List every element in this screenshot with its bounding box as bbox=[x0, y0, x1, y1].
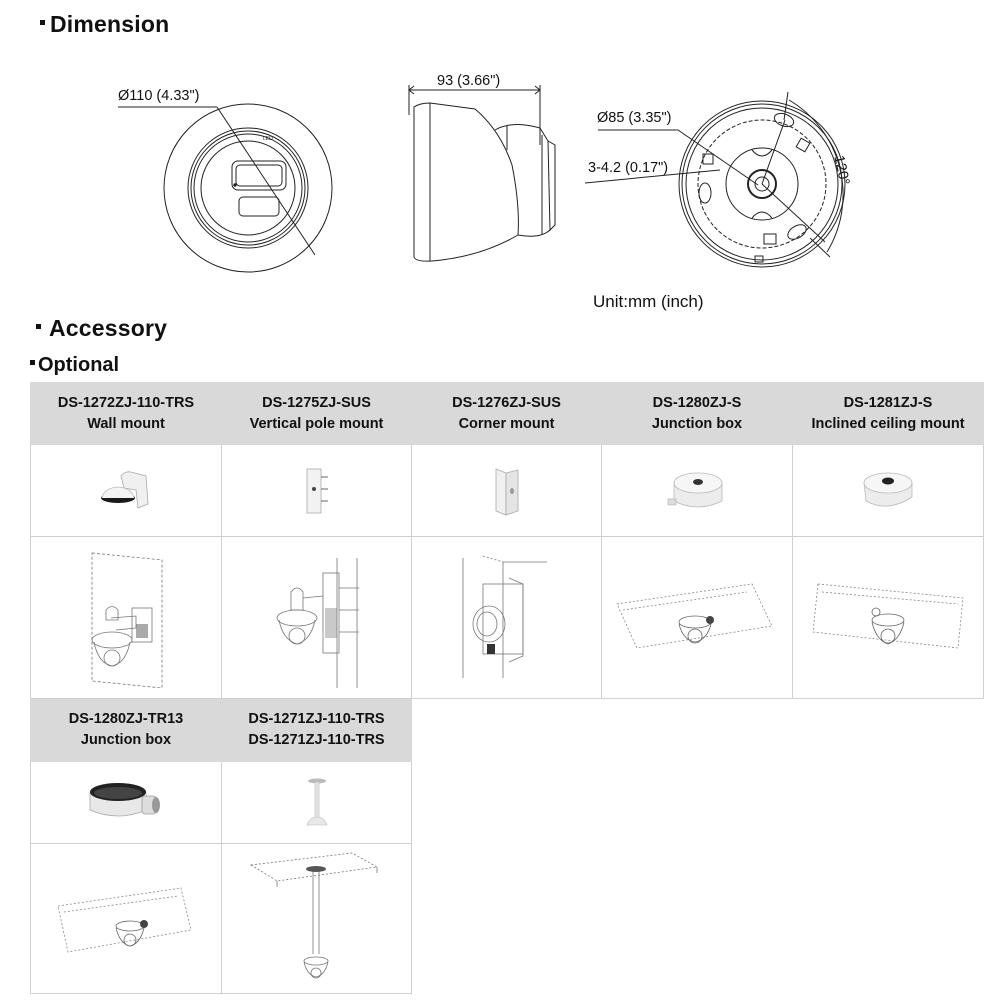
dimension-title: Dimension bbox=[50, 11, 170, 37]
inclined-ceiling-mount-product-image-icon bbox=[860, 467, 916, 515]
accessory-name: Junction box bbox=[80, 732, 172, 748]
installation-diagram-cell bbox=[793, 537, 984, 699]
accessory-header-cell bbox=[31, 699, 222, 762]
junction-box-tr13-product-image-icon bbox=[84, 778, 168, 828]
installation-diagram-cell bbox=[222, 537, 412, 699]
side-depth-label: 93 (3.66") bbox=[437, 73, 501, 89]
corner-mount-installation-diagram-icon bbox=[457, 548, 557, 688]
wall-mount-product-image-icon bbox=[96, 468, 156, 513]
accessory-table bbox=[30, 382, 984, 994]
product-image-cell bbox=[31, 445, 222, 537]
accessory-header-cell bbox=[602, 383, 793, 445]
bullet-icon bbox=[36, 324, 41, 329]
accessory-name: DS-1271ZJ-110-TRS bbox=[248, 732, 385, 748]
camera-side-view-drawing-icon bbox=[400, 85, 570, 275]
bullet-icon bbox=[40, 20, 45, 25]
accessory-name: Wall mount bbox=[87, 415, 165, 432]
accessory-header-cell bbox=[793, 383, 984, 445]
corner-mount-product-image-icon bbox=[492, 465, 522, 517]
front-diameter-label: Ø110 (4.33") bbox=[118, 88, 200, 104]
accessory-model: DS-1275ZJ-SUS bbox=[262, 394, 371, 411]
pendant-mount-product-image-icon bbox=[302, 777, 332, 829]
junction-box-tr13-installation-diagram-icon bbox=[46, 854, 206, 984]
accessory-model: DS-1271ZJ-110-TRS bbox=[248, 711, 385, 727]
installation-diagram-cell bbox=[412, 537, 602, 699]
accessory-header-cell bbox=[31, 383, 222, 445]
accessory-header-cell bbox=[222, 699, 412, 762]
installation-diagram-cell bbox=[31, 537, 222, 699]
installation-diagram-cell bbox=[222, 844, 412, 994]
junction-box-product-image-icon bbox=[666, 467, 728, 515]
pendant-mount-installation-diagram-icon bbox=[237, 849, 397, 989]
empty-cell bbox=[412, 699, 984, 762]
accessory-name: Inclined ceiling mount bbox=[811, 415, 965, 432]
optional-title: Optional bbox=[38, 354, 120, 376]
section-title-dimension bbox=[40, 11, 169, 38]
product-image-cell bbox=[31, 762, 222, 844]
accessory-name: Corner mount bbox=[458, 415, 555, 432]
junction-box-installation-diagram-icon bbox=[607, 548, 787, 688]
accessory-header-cell bbox=[412, 383, 602, 445]
hole-angle-label: 120° bbox=[830, 154, 853, 187]
empty-cell bbox=[412, 844, 984, 994]
installation-diagram-cell bbox=[602, 537, 793, 699]
bullet-icon bbox=[30, 360, 35, 365]
camera-front-view-drawing-icon bbox=[110, 90, 350, 310]
unit-label: Unit:mm (inch) bbox=[593, 292, 704, 311]
mounting-hole-label: 3-4.2 (0.17") bbox=[588, 160, 669, 176]
product-image-cell bbox=[222, 762, 412, 844]
svg-text:LED: LED bbox=[263, 136, 273, 142]
section-title-accessory bbox=[36, 315, 167, 342]
product-image-cell bbox=[793, 445, 984, 537]
accessory-model: DS-1272ZJ-110-TRS bbox=[57, 394, 195, 411]
accessory-model: DS-1280ZJ-TR13 bbox=[68, 711, 184, 727]
installation-diagram-cell bbox=[31, 844, 222, 994]
accessory-model: DS-1276ZJ-SUS bbox=[452, 394, 561, 411]
inclined-ceiling-mount-installation-diagram-icon bbox=[798, 548, 978, 688]
accessory-title: Accessory bbox=[49, 315, 168, 341]
accessory-header-cell bbox=[222, 383, 412, 445]
product-image-cell bbox=[222, 445, 412, 537]
accessory-name: Vertical pole mount bbox=[249, 415, 384, 432]
base-diameter-label: Ø85 (3.35") bbox=[597, 110, 672, 126]
empty-cell bbox=[412, 762, 984, 844]
section-title-optional bbox=[30, 354, 119, 377]
pole-mount-installation-diagram-icon bbox=[267, 548, 367, 688]
camera-base-view-drawing-icon bbox=[580, 90, 880, 310]
accessory-model: DS-1280ZJ-S bbox=[652, 394, 742, 411]
wall-mount-installation-diagram-icon bbox=[76, 548, 176, 688]
product-image-cell bbox=[602, 445, 793, 537]
pole-mount-product-image-icon bbox=[302, 467, 332, 515]
accessory-name: Junction box bbox=[651, 415, 743, 432]
product-image-cell bbox=[412, 445, 602, 537]
accessory-model: DS-1281ZJ-S bbox=[843, 394, 933, 411]
